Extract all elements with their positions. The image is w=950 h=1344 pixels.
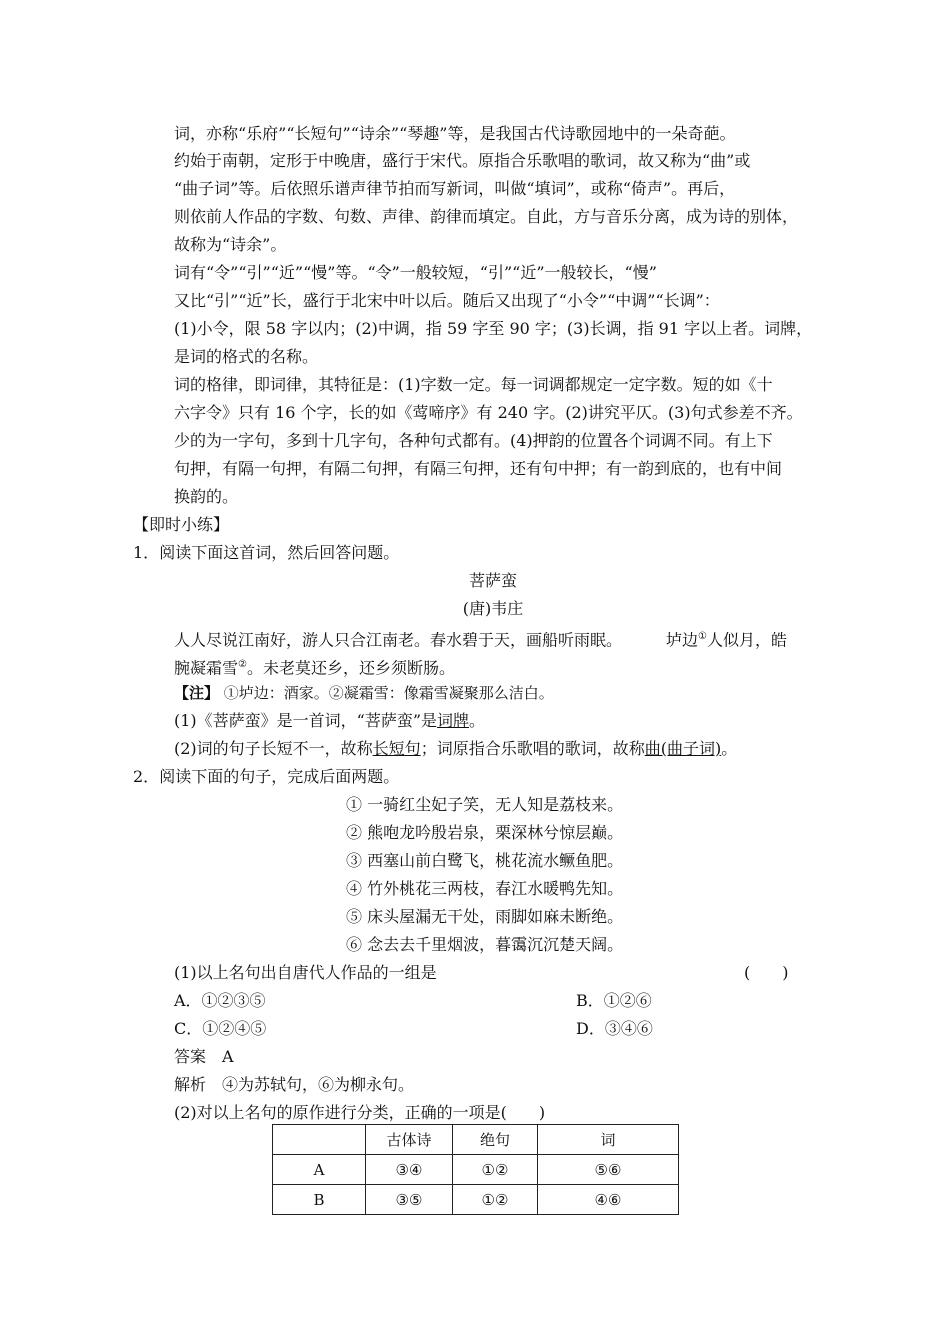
analysis-line: 解析 ④为苏轼句，⑥为柳永句。 xyxy=(174,1075,415,1094)
question-1 xyxy=(133,543,399,563)
question-text: 。 xyxy=(469,711,486,730)
answer-text: 曲(曲子词) xyxy=(644,739,722,758)
table-cell: ①② xyxy=(453,1155,538,1185)
sentence-item: ⑤ 床头屋漏无干处，雨脚如麻未断绝。 xyxy=(346,907,624,926)
intro-line: (1)小令，限 58 字以内；(2)中调，指 59 字至 90 字；(3)长调，指 91 字以上者。词牌， xyxy=(174,319,813,338)
intro-line: 又比“引”“近”长，盛行于北宋中叶以后。随后又出现了“小令”“中调”“长调”： xyxy=(174,291,720,310)
poem-author: (唐)韦庄 xyxy=(462,599,524,618)
intro-line: 是词的格式的名称。 xyxy=(174,347,319,366)
sentence-item: ① 一骑红尘妃子笑，无人知是荔枝来。 xyxy=(346,795,624,814)
intro-line: 换韵的。 xyxy=(174,487,239,506)
note-label: 【注】 xyxy=(174,684,220,702)
table-cell: ③⑤ xyxy=(366,1185,453,1215)
intro-line: 六字令》只有 16 个字，长的如《莺啼序》有 240 字。(2)讲究平仄。(3)句式参差不齐。 xyxy=(174,403,803,422)
sentence-item: ⑥ 念去去千里烟波，暮霭沉沉楚天阔。 xyxy=(346,935,624,954)
question-text: 。 xyxy=(721,739,738,758)
table-header-cell: 词 xyxy=(538,1125,679,1155)
section-heading: 【即时小练】 xyxy=(133,515,230,534)
footnote-marker: ② xyxy=(238,659,247,670)
option-a: A．①②③⑤ xyxy=(174,991,266,1010)
poem-text: 腕凝霜雪 xyxy=(174,658,239,678)
table-row xyxy=(273,1185,679,1215)
poem-text: 。未老莫还乡，还乡须断肠。 xyxy=(246,658,455,678)
answer-text: 长短句 xyxy=(372,739,421,758)
table-cell: ⑤⑥ xyxy=(538,1155,679,1185)
intro-line: 词有“令”“引”“近”“慢”等。“令”一般较短，“引”“近”一般较长，“慢” xyxy=(174,263,657,282)
table-cell: ④⑥ xyxy=(538,1185,679,1215)
sub-question-text: (2)对以上名句的原作进行分类，正确的一项是( ) xyxy=(174,1103,546,1122)
option-b: B．①②⑥ xyxy=(576,991,652,1010)
poem-line xyxy=(174,627,787,650)
table-header-cell: 古体诗 xyxy=(366,1125,453,1155)
sentence-item: ② 熊咆龙吟殷岩泉，栗深林兮惊层巅。 xyxy=(346,823,624,842)
poem-title: 菩萨蛮 xyxy=(468,571,517,590)
sub-question-2 xyxy=(174,739,737,759)
table-row xyxy=(273,1155,679,1185)
table-header-cell: 绝句 xyxy=(453,1125,538,1155)
question-prompt: 阅读下面这首词，然后回答问题。 xyxy=(159,543,400,562)
footnote-marker: ① xyxy=(698,631,707,642)
intro-line: 则依前人作品的字数、句数、声律、韵律而填定。自此，方与音乐分离，成为诗的别体， xyxy=(174,207,799,226)
table-header-cell xyxy=(273,1125,366,1155)
poem-text: 人人尽说江南好，游人只合江南老。春水碧于天，画船听雨眠。 xyxy=(174,630,623,650)
question-text: (2)词的句子长短不一，故称 xyxy=(174,739,373,758)
intro-line: 故称为“诗余”。 xyxy=(174,235,287,254)
poem-text: 垆边 xyxy=(666,630,699,650)
classification-table xyxy=(272,1124,679,1215)
table-cell: B xyxy=(273,1185,366,1215)
answer-text: 词牌 xyxy=(437,711,470,730)
table-cell: A xyxy=(273,1155,366,1185)
intro-line: 词的格律，即词律，其特征是：(1)字数一定。每一词调都规定一定字数。短的如《十 xyxy=(174,375,773,394)
poem-text: 人似月，皓 xyxy=(707,630,788,650)
sub-question-1 xyxy=(174,711,485,731)
intro-line: 句押，有隔一句押，有隔二句押，有隔三句押，还有句中押；有一韵到底的，也有中间 xyxy=(174,459,783,478)
question-2 xyxy=(133,767,399,787)
poem-note xyxy=(174,683,554,703)
question-text: ；词原指合乐歌唱的歌词，故称 xyxy=(420,739,645,758)
question-text: (1)《菩萨蛮》是一首词，“菩萨蛮”是 xyxy=(174,711,438,730)
question-number: 1． xyxy=(133,543,160,562)
option-d: D．③④⑥ xyxy=(576,1019,653,1038)
note-text: ①垆边：酒家。②凝霜雪：像霜雪凝聚那么洁白。 xyxy=(223,684,554,702)
poem-line xyxy=(174,655,455,678)
question-prompt: 阅读下面的句子，完成后面两题。 xyxy=(159,767,400,786)
option-c: C．①②④⑤ xyxy=(174,1019,267,1038)
answer-line: 答案 A xyxy=(174,1047,234,1066)
intro-line: 约始于南朝，定形于中晚唐，盛行于宋代。原指合乐歌唱的歌词，故又称为“曲”或 xyxy=(174,151,751,170)
intro-line: 词，亦称“乐府”“长短句”“诗余”“琴趣”等，是我国古代诗歌园地中的一朵奇葩。 xyxy=(174,124,736,143)
sentence-item: ③ 西塞山前白鹭飞，桃花流水鳜鱼肥。 xyxy=(346,851,624,870)
question-number: 2． xyxy=(133,767,160,786)
table-cell: ③④ xyxy=(366,1155,453,1185)
table-cell: ①② xyxy=(453,1185,538,1215)
intro-line: “曲子词”等。后依照乐谱声律节拍而写新词，叫做“填词”，或称“倚声”。再后， xyxy=(174,179,736,198)
sub-question-text: (1)以上名句出自唐代人作品的一组是 xyxy=(174,963,437,982)
sentence-item: ④ 竹外桃花三两枝，春江水暖鸭先知。 xyxy=(346,879,624,898)
intro-line: 少的为一字句，多到十几字句，各种句式都有。(4)押韵的位置各个词调不同。有上下 xyxy=(174,431,773,450)
answer-bracket: ( ) xyxy=(744,963,789,982)
table-header-row xyxy=(273,1125,679,1155)
